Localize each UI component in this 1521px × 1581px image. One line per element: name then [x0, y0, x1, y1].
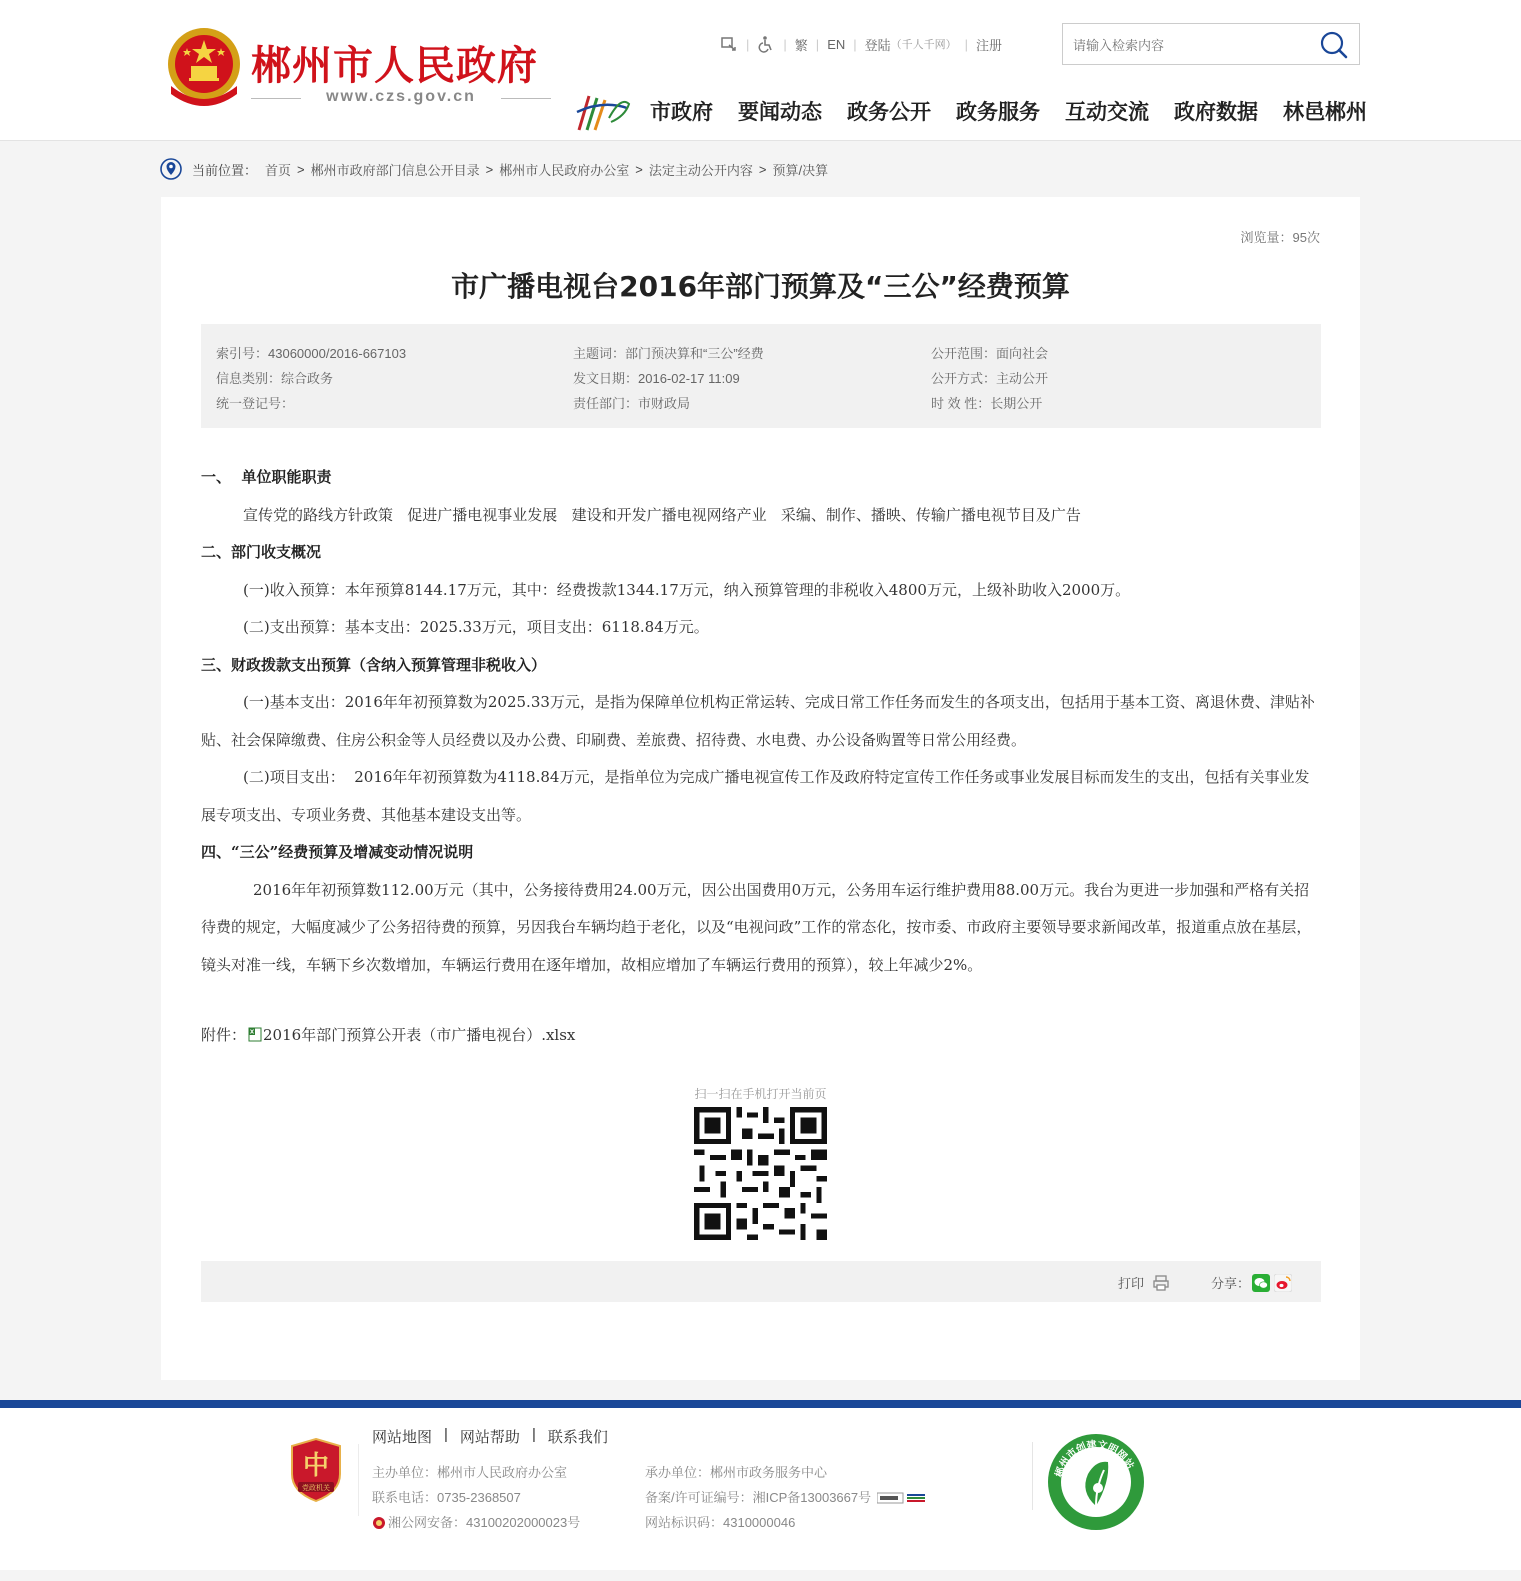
footer-icp-text: 备案/许可证编号：湘ICP备13003667号 — [645, 1490, 872, 1505]
register-link[interactable]: 注册 — [976, 37, 1003, 53]
divider: | — [853, 36, 857, 52]
english-link[interactable]: EN — [827, 36, 846, 52]
breadcrumb-budget[interactable]: 预算/决算 — [772, 162, 829, 178]
section-heading: 四、“三公”经费预算及增减变动情况说明 — [201, 843, 474, 861]
meta-method: 公开方式：主动公开 — [931, 371, 1049, 386]
breadcrumb — [160, 157, 828, 181]
qr-caption: 扫一扫在手机打开当前页 — [694, 1087, 827, 1101]
main-nav — [650, 96, 1367, 126]
national-emblem-icon — [165, 26, 243, 110]
nav-item-linyi-chenzhou[interactable]: 林邑郴州 — [1283, 100, 1367, 124]
divider: | — [964, 36, 969, 52]
breadcrumb-directory[interactable]: 郴州市政府部门信息公开目录 — [310, 162, 480, 178]
nav-item-news[interactable]: 要闻动态 — [738, 100, 822, 124]
article-meta — [201, 324, 1321, 428]
article-body — [201, 459, 1321, 984]
paragraph: (二)支出预算：基本支出：2025.33万元，项目支出：6118.84万元。 — [243, 618, 709, 636]
meta-index-no: 索引号：43060000/2016-667103 — [216, 346, 407, 361]
paragraph: (一)基本支出：2016年年初预算数为2025.33万元，是指为保障单位机构正常运转、完成日常工作任务而发生的各项支出，包括用于基本工资、离退休费、津贴补贴、社会保障缴费、住房公积金等人员经费以及办公费、印刷费、差旅费、招待费、水电费、办公设备购置等日常公用经费。 — [201, 693, 1315, 749]
meta-scope: 公开范围：面向社会 — [931, 346, 1049, 361]
wheelchair-icon[interactable] — [757, 35, 775, 53]
footer-info-right — [645, 1460, 927, 1535]
footer-link-sitemap[interactable]: 网站地图 — [372, 1429, 433, 1446]
city-mark-icon — [575, 90, 631, 134]
search-input[interactable] — [1063, 24, 1315, 66]
login-link[interactable]: 登陆 — [864, 37, 891, 53]
divider: | — [815, 36, 820, 52]
share-label: 分享： — [1211, 1276, 1251, 1291]
breadcrumb-statutory[interactable]: 法定主动公开内容 — [648, 162, 753, 178]
paragraph: 2016年年初预算数112.00万元（其中，公务接待费用24.00万元，因公出国费用0万元，公务用车运行维护费用88.00万元。我台为更进一步加强和严格有关招待费的规定，大幅度减少了公务招待费的预算，另因我台车辆均趋于老化，以及“电视问政”工作的常态化，按市委、市政府主要领导要求新闻改革，报道重点放在基层，镜头对准一线，车辆下乡次数增加，车辆运行费用在逐年增加，故相应增加了车辆运行费用的预算），较上年减少2%。 — [201, 880, 1312, 974]
footer-police-text: 湘公网安备：43100202000023号 — [388, 1515, 581, 1530]
article-card — [161, 197, 1360, 1380]
footer-links — [372, 1426, 608, 1447]
divider: | — [783, 36, 787, 52]
qr-code-icon — [694, 1107, 827, 1240]
footer-host: 主办单位：郴州市人民政府办公室 — [372, 1465, 568, 1480]
divider: | — [746, 36, 750, 52]
attachment-link[interactable]: 2016年部门预算公开表（市广播电视台）.xlsx — [263, 1026, 576, 1044]
top-links — [720, 34, 1002, 54]
share-area — [1211, 1273, 1292, 1292]
site-name: 郴州市人民政府 — [251, 43, 538, 89]
footer-undertake: 承办单位：郴州市政务服务中心 — [645, 1465, 828, 1480]
breadcrumb-separator: > — [758, 161, 767, 177]
meta-keywords: 主题词：部门预决算和“三公”经费 — [573, 346, 764, 361]
divider — [1032, 1442, 1033, 1510]
footer-info-left — [372, 1460, 580, 1535]
breadcrumb-home[interactable]: 首页 — [265, 162, 292, 178]
attachment-label: 附件： — [201, 1026, 247, 1044]
article-title: 市广播电视台2016年部门预算及“三公”经费预算 — [451, 270, 1070, 303]
svg-text:中: 中 — [302, 1451, 330, 1481]
svg-text:党政机关: 党政机关 — [302, 1484, 330, 1492]
paragraph: (一)收入预算：本年预算8144.17万元，其中：经费拨款1344.17万元，纳入预算管理的非税收入4800万元，上级补助收入2000万。 — [243, 580, 1131, 599]
accessibility-mode-icon[interactable] — [720, 35, 738, 53]
breadcrumb-separator: > — [297, 161, 305, 177]
nav-item-services[interactable]: 政务服务 — [956, 100, 1040, 124]
section-heading: 一、 单位职能职责 — [201, 468, 332, 486]
breadcrumb-separator: > — [635, 161, 643, 177]
footer-link-help[interactable]: 网站帮助 — [459, 1429, 520, 1446]
ipv6-badge-icon — [877, 1492, 927, 1504]
footer-police-record[interactable] — [372, 1510, 580, 1535]
paragraph: (二)项目支出： 2016年年初预算数为4118.84万元，是指单位为完成广播电视宣传工作及政府特定宣传工作任务或事业发展目标而发生的支出，包括有关事业发展专项支出、专项业务费、其他基本建设支出等。 — [201, 768, 1310, 824]
divider: | — [444, 1426, 448, 1443]
police-badge-icon — [372, 1516, 386, 1530]
search-icon[interactable] — [1319, 30, 1349, 60]
site-url: www.czs.gov.cn — [251, 88, 551, 106]
footer-phone: 联系电话：0735-2368507 — [372, 1490, 521, 1505]
search-box — [1062, 23, 1360, 65]
footer-site-code: 网站标识码：4310000046 — [645, 1515, 796, 1530]
breadcrumb-separator: > — [485, 161, 494, 177]
location-pin-icon — [160, 158, 182, 180]
meta-validity: 时 效 性：长期公开 — [931, 396, 1043, 411]
printer-icon — [1152, 1274, 1170, 1292]
nav-item-open-government[interactable]: 政务公开 — [847, 100, 931, 124]
nav-item-data[interactable]: 政府数据 — [1174, 100, 1258, 124]
divider — [358, 1444, 359, 1516]
divider: | — [531, 1426, 536, 1443]
svg-text:郴州市创建文明网站: 郴州市创建文明网站 — [1054, 1439, 1136, 1479]
print-label: 打印 — [1118, 1276, 1145, 1291]
article-toolbar — [201, 1261, 1321, 1302]
print-button[interactable] — [1118, 1273, 1170, 1292]
footer-icp[interactable] — [645, 1485, 927, 1510]
site-logo[interactable] — [165, 26, 555, 116]
view-count: 浏览量：95次 — [1240, 230, 1320, 245]
meta-reg-no: 统一登记号： — [216, 396, 295, 411]
footer-link-contact[interactable]: 联系我们 — [547, 1429, 608, 1446]
login-note: （千人千网） — [890, 39, 957, 51]
attachment — [201, 1024, 575, 1045]
civilized-website-badge-icon[interactable] — [1046, 1432, 1146, 1532]
traditional-chinese-link[interactable]: 繁 — [794, 37, 808, 53]
nav-item-city-government[interactable]: 市政府 — [650, 100, 713, 124]
paragraph: 宣传党的路线方针政策 促进广播电视事业发展 建设和开发广播电视网络产业 采编、制作、播映、传输广播电视节目及广告 — [243, 505, 1081, 524]
breadcrumb-label: 当前位置： — [192, 162, 258, 178]
meta-dept: 责任部门：市财政局 — [573, 396, 691, 411]
breadcrumb-office[interactable]: 郴州市人民政府办公室 — [499, 162, 630, 178]
meta-date: 发文日期：2016-02-17 11:09 — [573, 371, 740, 386]
section-heading: 三、财政拨款支出预算（含纳入预算管理非税收入） — [201, 655, 547, 674]
wechat-icon[interactable] — [1252, 1274, 1270, 1292]
weibo-icon[interactable] — [1274, 1274, 1292, 1292]
site-footer — [0, 1400, 1521, 1570]
site-header — [0, 0, 1521, 141]
nav-item-interaction[interactable]: 互动交流 — [1065, 100, 1149, 124]
excel-file-icon — [248, 1027, 262, 1042]
section-heading: 二、部门收支概况 — [201, 543, 322, 561]
meta-category: 信息类别：综合政务 — [216, 371, 334, 386]
party-government-badge-icon[interactable] — [290, 1438, 342, 1502]
